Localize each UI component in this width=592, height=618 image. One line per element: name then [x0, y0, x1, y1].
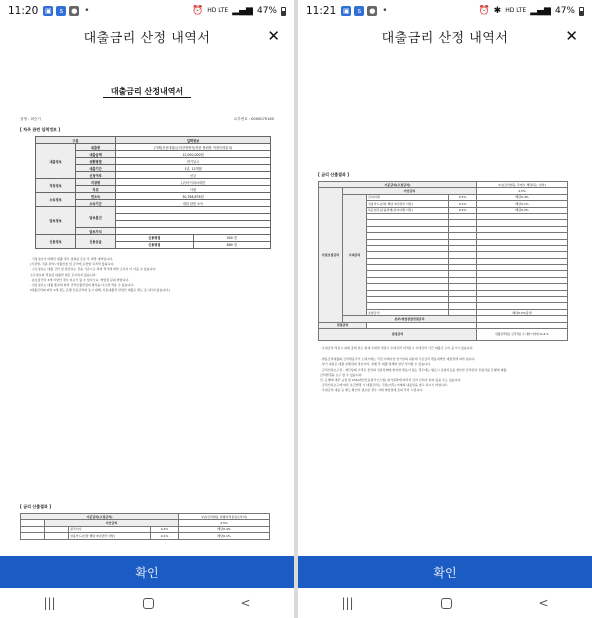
more-notifications-icon: • [382, 6, 388, 16]
gallery-notification-icon: ▣ [342, 7, 350, 15]
table-row: 신용평점 880 점 [36, 242, 271, 249]
document-viewer[interactable] [298, 50, 592, 556]
section-borrower-info: [ 차주 관련 입력정보 ] [20, 127, 61, 132]
document-notes: · 직장정보가 미확인 대출 경우 정렬된 은조 후 변경 내역입니다. (직장명, 직위 관리) 미출신청 및 금리에 포함할 목적적 않됩니다. · 소득정보는 대출 금리 및 판단하는 것을 기준으로 하며 경각에 따라 소득이 이 다를 수 있습니다. 소득정보의 적용된 대출한 법은 조사하지 않습니다. · 분보물건이 3개 이상인 경우 미표기 될 수 있사오니, 영업점 문의 바랍니다. · 신용정보는 대출 종류의 따라 금리인출선정외 항목을 다르게 적용 수 있습니다. (대출금리의 따라 1개 정도 은행 신용금리와 동시 대배, 신용대출적 한정인 대출로 변도 표시되지 않습니다.) [30, 257, 171, 293]
status-right [192, 6, 286, 16]
table-row: 가감조정금리 가산금리 2.5% [319, 188, 568, 194]
gallery-notification-icon: ▣ [44, 7, 52, 15]
table-row: 소득기간 대한 관련 소득 [36, 200, 271, 207]
location-notification-icon: ● [71, 7, 78, 15]
document-viewer[interactable] [0, 50, 294, 556]
network-label: HD LTE [207, 7, 229, 14]
signal-icon: ▂▄▆ [530, 6, 551, 16]
issue-number: 교부번호 : 0000070160 [233, 117, 274, 121]
status-bar [298, 0, 592, 22]
page-title: 대출금리 산정 내역서 [83, 30, 211, 46]
alarm-icon: ⏰ [478, 6, 490, 16]
table-row: 담보정보 담보물건 [36, 207, 271, 214]
battery-icon [579, 7, 584, 16]
table-row: 대출금액 12,000,000원 [36, 151, 271, 158]
table-row: 우대금리 급여이체 0.3% 해당0.4% [319, 194, 568, 200]
more-notifications-icon: • [84, 6, 90, 16]
network-label: HD LTE [505, 7, 527, 14]
table-row: 전결금리 [319, 322, 568, 328]
status-right [478, 6, 584, 16]
bluetooth-icon: ✱ [493, 6, 502, 16]
status-time: 11:21 [306, 5, 337, 17]
home-button[interactable] [143, 598, 154, 609]
document-notes: · 변동금리대출의 금리변동주기 도래시에는 직전 거래이전 연기일의 내용에 기준금리 변동내역만 재결정에 따라 됩니다. · 상기 내용은 대출 실행전의 정보이며, 실행 후 대출 명세와 일부 상이할 수 있습니다. · 금리인하요구권 : 재무상태 고객은 본인의 신용상태에 현저한 변동이 있는 경우에는 형포시 증빙자료를 첨부한 금리인하 신청서를 은행에 제출, 금리변경을 요구 할 수 있습니다. 단, 은행에 내부 규정 및 CSS(개인신용평가시스템) 평가결과에 따라서 금리 인하가 되지 않을 수도 있습니다. · 금리인하요구에 따른 조건변경 시 대출금리는 직전(이후) 거래의 내용만을 참고 하시기 바랍니다. · 우대금리 내용 등 별도 확인이 필요한 경우 거래 영업점에 문의 부탁 드립니다. [320, 357, 508, 393]
battery-level: 47% [256, 6, 277, 16]
location-notification-icon: ● [369, 7, 376, 15]
document-title: 대출금리 산정내역서 [12, 86, 282, 97]
table-row: 본부/영업점장전결금리 [319, 316, 568, 322]
signal-icon: ▂▄▆ [232, 6, 253, 16]
table-row: 직장정보 직장명 (주)아이피씨대한 [36, 179, 271, 186]
left-screen [0, 0, 294, 618]
table-header-row [36, 137, 271, 144]
recents-button[interactable]: ||| [341, 596, 354, 610]
page-title: 대출금리 산정 내역서 [381, 30, 509, 46]
table-row: 기준금리(고정금리) 1년(금리변동 주에시 해당되는 일자) [319, 182, 568, 188]
borrower-info-table [35, 136, 271, 249]
table-row: 소득정보 연소득 30,788,876원 [36, 193, 271, 200]
table-header-cell: 구분 [36, 137, 116, 144]
sol-notification-icon: s [56, 6, 66, 16]
confirm-button[interactable]: 확인 [298, 556, 592, 588]
table-row: 상환방법 만기일시 [36, 158, 271, 165]
table-row: 신용정보 신용등급 신용평점 900 점 [36, 235, 271, 242]
back-button[interactable]: < [240, 596, 251, 610]
document-meta [20, 117, 274, 122]
page-header [298, 22, 592, 50]
rate-result-table [318, 181, 568, 341]
table-row: 조합금리 해당0.5%감면 [319, 309, 568, 315]
document-page-2 [12, 502, 282, 556]
table-row: 대출기간 1년, 12개월 [36, 165, 271, 172]
page-header [0, 22, 294, 50]
table-row: 담보가치 [36, 228, 271, 235]
right-screen [298, 0, 592, 618]
customer-name: 성명 : 최승기 [20, 117, 41, 121]
alarm-icon: ⏰ [191, 6, 204, 16]
table-row: 신청여부 신규 [36, 172, 271, 179]
rate-table-preview: 기준금리(고정금리) 1년(금리변동 실행자적용일로부터) 가산금리 2.5% 결국이사 0.3% 해당0.4% 신용카드(신한 해당 3년관련 이상) 0.1% 해당0.1% [20, 513, 270, 540]
document-page [12, 50, 282, 510]
close-button[interactable]: ✕ [565, 27, 578, 45]
back-button[interactable]: < [538, 596, 549, 610]
table-row: 목표업무(금융연계/급여이체 이상) 0.2% 해당0.2% [319, 207, 568, 213]
table-row: 직위 사원 [36, 186, 271, 193]
sol-notification-icon: s [354, 6, 364, 16]
battery-level: 47% [554, 6, 575, 16]
table-header-cell: 입력정보 [116, 137, 271, 144]
table-row: 신용카드(신한 해당 3년관련 이상) 0.1% 해당0.1% [319, 201, 568, 207]
document-page-2 [310, 172, 580, 472]
status-bar [0, 0, 294, 22]
recents-button[interactable]: ||| [43, 596, 56, 610]
section-rate-result: [ 금리 산출결과 ] [318, 172, 350, 177]
close-button[interactable]: ✕ [267, 27, 280, 45]
table-row: 결정금리 대출금리변동 금리적용 수 대한 이자에 x1.6 % [319, 328, 568, 340]
system-nav-bar [0, 588, 294, 618]
system-nav-bar [298, 588, 592, 618]
section-rate-result: [ 금리 산출결과 ] [20, 504, 52, 509]
battery-icon [281, 7, 286, 16]
rate-footnote: · 우대금리 적용시 최대 총계 한도 현재 우대관 연장시 우대금리 미적용시 우대금리 기간 대출금 구미 중시시 있습니다. [320, 345, 474, 350]
status-time: 11:20 [8, 5, 39, 17]
confirm-button[interactable]: 확인 [0, 556, 294, 588]
table-row: 내출정보 대출명 (가계)신용대출(금리산정방식/신한 쏠편한 직장인대출 S) [36, 144, 271, 151]
home-button[interactable] [441, 598, 452, 609]
